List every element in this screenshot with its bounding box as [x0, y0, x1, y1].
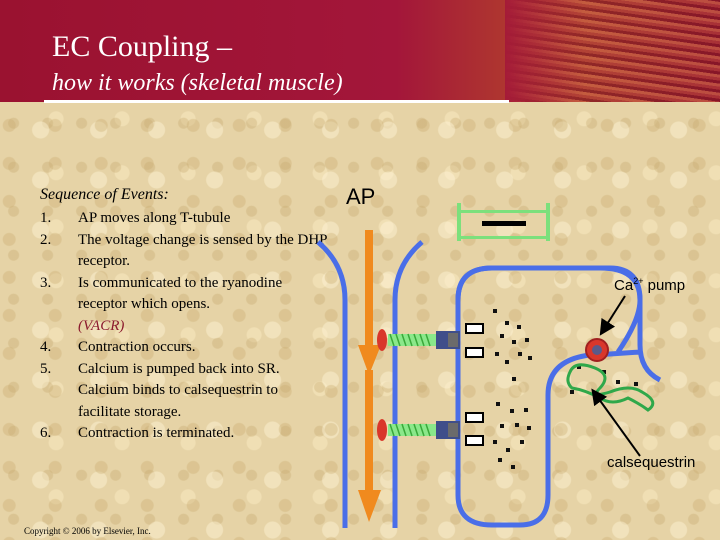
- copyright-notice: Copyright © 2006 by Elsevier, Inc.: [24, 526, 151, 536]
- z-disc-marker: [457, 203, 550, 241]
- channel-box: [466, 436, 483, 445]
- sequence-step: 5. Calcium is pumped back into SR. Calcium binds to calsequestrin to facilitate storage.: [40, 360, 280, 420]
- calcium-pump: [586, 339, 608, 361]
- t-tubule-membrane: [395, 242, 422, 528]
- channel-box: [466, 413, 483, 422]
- sequence-step: 2. The voltage change is sensed by the DHP receptor.: [40, 231, 327, 269]
- t-tubule-membrane: [318, 242, 345, 528]
- calsequestrin-label-arrow: [596, 395, 640, 456]
- vacr-note: (VACR): [78, 317, 125, 334]
- slide-title: EC Coupling –: [52, 30, 233, 63]
- calcium-pump-label: $Ca^{2+}$ pump: [614, 276, 686, 294]
- pump-label-arrow: [604, 296, 625, 329]
- dhp-receptor: [377, 329, 387, 351]
- ryanodine-receptor: [388, 331, 460, 349]
- ap-label: AP: [346, 184, 376, 209]
- ryanodine-receptor: [388, 421, 460, 439]
- sarcoplasmic-reticulum: [458, 268, 640, 345]
- sequence-step: 6. Contraction is terminated.: [40, 425, 235, 441]
- ap-arrow: [358, 230, 381, 375]
- sequence-heading: Sequence of Events:: [40, 186, 169, 203]
- channel-box: [466, 348, 483, 357]
- sequence-step: 1. AP moves along T-tubule: [40, 210, 231, 226]
- channel-box: [466, 324, 483, 333]
- dhp-receptor: [377, 419, 387, 441]
- sarcoplasmic-reticulum: [458, 268, 660, 525]
- sequence-step: 4. Contraction occurs.: [40, 339, 196, 355]
- sequence-step: 3. Is communicated to the ryanodine receptor which opens. (VACR): [40, 273, 330, 338]
- ap-arrow: [358, 370, 381, 522]
- slide-subtitle: how it works (skeletal muscle): [52, 70, 343, 96]
- calsequestrin-label: calsequestrin: [607, 454, 696, 471]
- calsequestrin-molecule: [568, 365, 653, 410]
